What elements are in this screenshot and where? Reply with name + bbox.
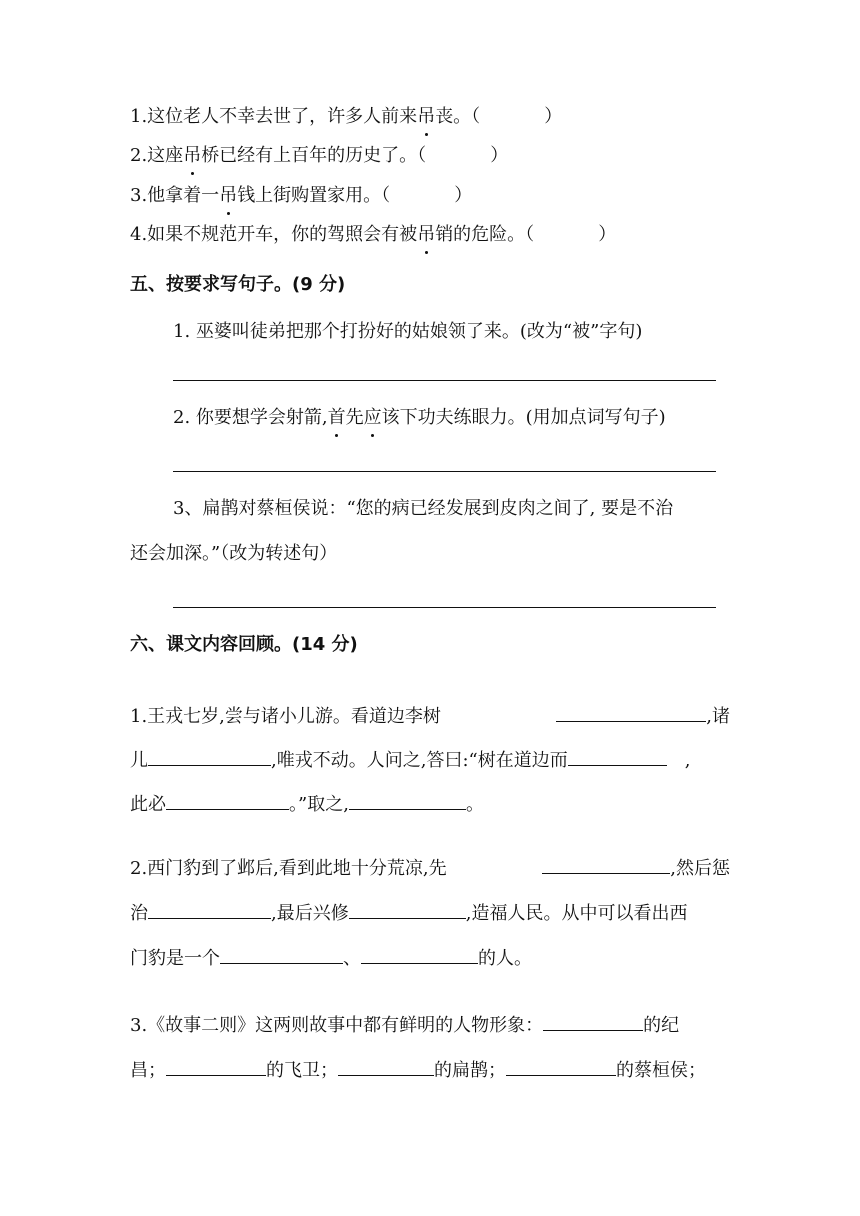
p3-text: 昌； xyxy=(130,1060,166,1081)
dotted-char: 应 xyxy=(363,407,382,428)
p1-text: 儿 xyxy=(130,750,148,771)
answer-line-3[interactable] xyxy=(173,607,716,608)
item-1 xyxy=(130,105,562,129)
blank[interactable] xyxy=(349,789,466,810)
item-text: 1.这位老人不幸去世了，许多人前来 xyxy=(130,106,418,127)
dotted-char: 首 xyxy=(327,407,346,428)
p1-text: 。 xyxy=(465,794,484,815)
blank[interactable] xyxy=(361,943,478,964)
blank[interactable] xyxy=(349,898,466,919)
blank[interactable] xyxy=(568,745,667,766)
answer-line-1[interactable] xyxy=(173,380,716,381)
dotted-char: 吊 xyxy=(417,106,436,127)
blank[interactable] xyxy=(148,745,271,766)
dotted-char: 吊 xyxy=(417,224,436,245)
p2-text: ,然后惩 xyxy=(670,858,730,879)
item-text: 桥已经有上百年的历史了。（ xyxy=(201,145,427,166)
close-paren: ） xyxy=(598,224,617,245)
item-3 xyxy=(130,184,472,208)
blank[interactable] xyxy=(543,1010,643,1031)
p2-line1 xyxy=(130,853,730,880)
q2-text: 该下功夫练眼力。(用加点词写句子) xyxy=(381,407,666,428)
item-2 xyxy=(130,144,508,168)
blank[interactable] xyxy=(166,1055,266,1076)
item-text: 4.如果不规范开车，你的驾照会有被 xyxy=(130,224,418,245)
dotted-char: 吊 xyxy=(219,185,238,206)
section-5-q1: 1. 巫婆叫徒弟把那个打扮好的姑娘领了来。(改为“被”字句) xyxy=(173,321,643,342)
p1-text: 此必 xyxy=(130,794,166,815)
section-5-title: 五、按要求写句子。(9 分) xyxy=(130,274,346,295)
p1-text: ,诸 xyxy=(706,706,730,727)
blank[interactable] xyxy=(338,1055,434,1076)
close-paren: ） xyxy=(454,185,473,206)
p3-text: 的蔡桓侯； xyxy=(616,1060,706,1081)
blank[interactable] xyxy=(556,701,706,722)
item-text: 2.这座 xyxy=(130,145,184,166)
blank[interactable] xyxy=(506,1055,616,1076)
p1-text: 1.王戎七岁,尝与诸小儿游。看道边李树 xyxy=(130,706,441,727)
p1-text: ,唯戎不动。人问之,答曰:“树在道边而 xyxy=(271,750,568,771)
p2-text: 的人。 xyxy=(478,948,532,969)
section-5-q3-line1: 3、扁鹊对蔡桓侯说：“您的病已经发展到皮肉之间了, 要是不治 xyxy=(173,498,674,519)
p2-text: ,造福人民。从中可以看出西 xyxy=(465,903,688,924)
close-paren: ） xyxy=(544,106,563,127)
q2-text: 先 xyxy=(345,407,364,428)
item-4 xyxy=(130,223,616,247)
p1-line3 xyxy=(130,789,730,816)
p2-text: 门豹是一个 xyxy=(130,948,220,969)
blank[interactable] xyxy=(148,898,271,919)
blank[interactable] xyxy=(542,853,670,874)
p2-text: 、 xyxy=(343,948,361,969)
dotted-char: 吊 xyxy=(183,145,202,166)
p3-line1 xyxy=(130,1010,730,1037)
section-5-q3-line2: 还会加深。”（改为转述句） xyxy=(130,543,338,564)
p2-text: 2.西门豹到了邺后,看到此地十分荒凉,先 xyxy=(130,858,447,879)
p3-line2 xyxy=(130,1055,730,1082)
item-text: 3.他拿着一 xyxy=(130,185,220,206)
p1-text: , xyxy=(684,750,691,771)
p3-text: 的扁鹊； xyxy=(434,1060,506,1081)
p3-text: 的纪 xyxy=(643,1015,680,1036)
item-text: 钱上街购置家用。（ xyxy=(237,185,391,206)
item-text: 销的危险。（ xyxy=(435,224,535,245)
close-paren: ） xyxy=(490,145,509,166)
section-6-title: 六、课文内容回顾。(14 分) xyxy=(130,634,358,655)
blank[interactable] xyxy=(166,789,289,810)
section-5-q2 xyxy=(173,406,666,430)
item-text: 丧。（ xyxy=(435,106,481,127)
p2-text: ,最后兴修 xyxy=(271,903,349,924)
p1-line2 xyxy=(130,745,730,772)
p3-text: 的飞卫； xyxy=(266,1060,338,1081)
p2-line3 xyxy=(130,943,730,970)
p1-line1 xyxy=(130,701,730,728)
p2-line2 xyxy=(130,898,730,925)
q2-text: 2. 你要想学会射箭, xyxy=(173,407,328,428)
answer-line-2[interactable] xyxy=(173,471,716,472)
p2-text: 治 xyxy=(130,903,148,924)
blank[interactable] xyxy=(220,943,343,964)
p1-text: 。”取之, xyxy=(289,794,349,815)
p3-text: 3.《故事二则》这两则故事中都有鲜明的人物形象： xyxy=(130,1015,544,1036)
